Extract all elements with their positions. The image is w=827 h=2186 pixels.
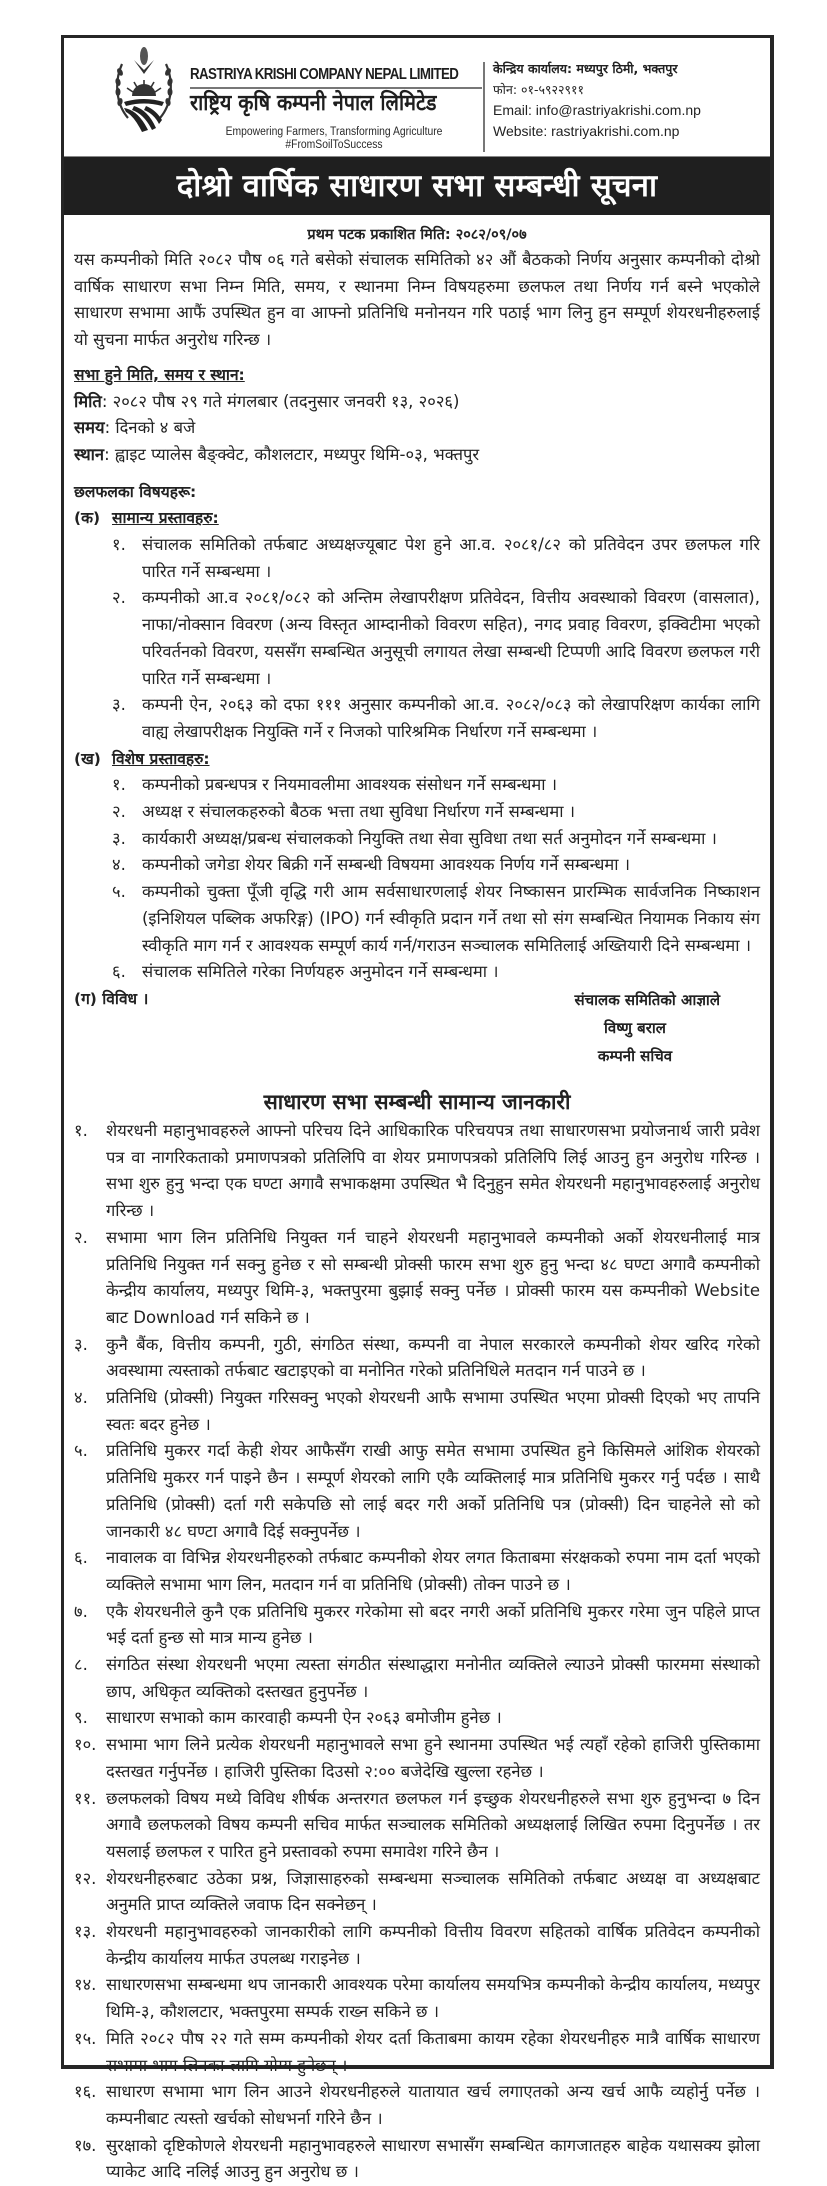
item-text: कम्पनीको आ.व २०८१/०८२ को अन्तिम लेखापरीक्षण प्रतिवेदन, वित्तीय अवस्थाको विवरण (वासलात), नाफा/नोक्सान विवरण (अन्य विस्तृत आम्दानीको विवरण सहित), नगद प्रवाह विवरण, इक्विटीमा भएको परिवर्तनको विवरण, यससँग सम्बन्धित अनुसूची लगायत लेखा सम्बन्धी टिप्पणी आदि विवरण छलफल गरी पारित गर्ने सम्बन्धमा । [142,588,760,688]
list-item [112,532,760,585]
item-text: साधारणसभा सम्बन्धमा थप जानकारी आवश्यक परेमा कार्यालय समयभित्र कम्पनीको केन्द्रीय कार्यालय, मध्यपुर थिमि-३, कौशलटार, भक्तपुरमा सम्पर्क राख्न सकिने छ । [106,1975,760,2022]
item-number: ५. [112,882,126,902]
list-item [112,585,760,692]
item-number: २. [74,1227,88,1247]
general-info-list [74,1118,760,2186]
item-text: कम्पनीको जगेडा शेयर बिक्री गर्ने सम्बन्धी विषयमा आवश्यक निर्णय गर्ने सम्बन्धमा । [142,855,630,875]
signatory-name: विष्णु बराल [604,1018,666,1037]
item-text: कम्पनीको प्रबन्धपत्र र नियमावलीमा आवश्यक संसोधन गर्ने सम्बन्धमा । [142,775,557,795]
item-number: ५. [74,1441,88,1461]
item-number: १४. [74,1975,97,1995]
meeting-venue-label: स्थान [74,444,105,464]
list-item [74,1332,760,1385]
tagline-block [199,126,469,152]
item-text: अध्यक्ष र संचालकहरुको बैठक भत्ता तथा सुविधा निर्धारण गर्ने सम्बन्धमा । [142,802,575,822]
group-title: सामान्य प्रस्तावहरु: [112,509,219,528]
group-label: (ख) [74,749,101,768]
meeting-time-value: : दिनको ४ बजे [104,418,196,438]
item-number: १५. [74,2028,97,2048]
list-item [74,1118,760,1225]
intro-paragraph: यस कम्पनीको मिति २०८२ पौष ०६ गते बसेको संचालक समितिको ४२ औं बैठकको निर्णय अनुसार कम्पनीको दोश्रो वार्षिक साधारण सभा निम्न मिति, समय, र स्थानमा निम्न विषयहरुमा छलफल तथा निर्णय गर्न बस्ने भएकोले साधारण सभामा आफैं उपस्थित हुन वा आफ्नो प्रतिनिधि मनोनयन गरि पठाई भाग लिनु हुन सम्पूर्ण शेयरधनीहरुलाई यो सुचना मार्फत अनुरोध गरिन्छ । [74,250,760,350]
item-text: सभामा भाग लिन प्रतिनिधि नियुक्त गर्न चाहने शेयरधनी महानुभावले कम्पनीको अर्को शेयरधनीलाई मात्र प्रतिनिधि नियुक्त गर्न सक्नु हुनेछ र सो सम्बन्धी प्रोक्सी फारम सभा शुरु हुनु भन्दा ४८ घण्टा अगावै कम्पनीको केन्द्रीय कार्यालय, मध्यपुर थिमि-३, भक्तपुरमा बुझाई सक्नु पर्नेछ । प्रोक्सी फारम यस कम्पनीको Website बाट Download गर्न सकिने छ । [106,1227,760,1327]
item-number: १३. [74,1922,97,1942]
item-number: १२. [74,1868,97,1888]
misc-agenda: (ग) विविध । [74,989,149,1008]
item-number: ११. [74,1788,97,1808]
company-name-nepali: राष्ट्रिय कृषि कम्पनी नेपाल लिमिटेड [190,91,437,116]
first-published-date: प्रथम पटक प्रकाशित मिति: २०८२/०९/०७ [307,227,527,243]
list-item [74,2079,760,2132]
misc-and-signature [74,986,760,1082]
item-text: एकै शेयरधनीले कुनै एक प्रतिनिधि मुकरर गरेकोमा सो बदर नगरी अर्को प्रतिनिधि मुकरर गरेमा जुन पहिले प्राप्त भई दर्ता हुन्छ सो मात्र मान्य हुनेछ । [106,1601,760,1648]
list-item [112,692,760,745]
group-label: (क) [74,509,101,528]
item-text: कार्यकारी अध्यक्ष/प्रबन्ध संचालकको नियुक्ति तथा सेवा सुविधा तथा सर्त अनुमोदन गर्ने सम्बन्धमा । [142,828,717,848]
company-name-english: RASTRIYA KRISHI COMPANY NEPAL LIMITED [190,66,459,83]
notice-frame [61,35,774,2182]
item-number: १. [112,775,126,795]
item-number: १७. [74,2135,97,2155]
item-number: ३. [112,828,126,848]
item-text: संचालक समितिले गरेका निर्णयहरु अनुमोदन गर्ने सम्बन्धमा । [142,962,499,982]
list-item [112,852,760,879]
agenda-heading: छलफलका विषयहरू: [74,482,197,501]
list-item [74,1545,760,1598]
notice-title: दोश्रो वार्षिक साधारण सभा सम्बन्धी सूचना [64,157,770,215]
item-text: कुनै बैंक, वित्तीय कम्पनी, गुठी, संगठित संस्था, कम्पनी वा नेपाल सरकारले कम्पनीको शेयर खरिद गरेको अवस्थामा त्यस्ताको तर्फबाट खटाइएको वा मनोनित गरेको प्रतिनिधिले मतदान गर्न पाउने छ । [106,1334,760,1381]
special-proposals-list [112,772,760,986]
hashtag: #FromSoilToSuccess [285,139,383,151]
item-text: साधारण सभामा भाग लिन आउने शेयरधनीहरुले यातायात खर्च लगाएतको अन्य खर्च आफै व्यहोर्नु पर्नेछ । कम्पनीबाट त्यस्तो खर्चको सोधभर्ना गरिने छैन । [106,2082,760,2128]
list-item [74,1599,760,1652]
group-title: विशेष प्रस्तावहरु: [112,749,210,768]
item-number: १६. [74,2082,97,2102]
list-item [112,772,760,799]
list-item [74,1732,760,1785]
item-number: १. [112,535,126,555]
list-item [74,1225,760,1332]
item-number: ३. [74,1334,88,1354]
item-number: २. [112,802,126,822]
meeting-time [74,415,760,442]
brand-block [190,66,480,117]
item-text: कम्पनीको चुक्ता पूँजी वृद्धि गरी आम सर्वसाधारणलाई शेयर निष्कासन प्रारम्भिक सार्वजनिक निष्काशन (इनिशियल पब्लिक अफरिङ्ग) (IPO) गर्न स्वीकृति प्रदान गर्ने तथा सो संग सम्बन्धित नियामक निकाय संग स्वीकृति माग गर्न र आवश्यक सम्पूर्ण कार्य गर्न/गराउन सञ्चालक समितिलाई अख्तियारी दिने सम्बन्धमा । [142,882,760,955]
meeting-date-label: मिति [74,391,102,411]
header-divider [483,62,485,152]
general-proposals-list [112,532,760,746]
item-text: सुरक्षाको दृष्टिकोणले शेयरधनी महानुभावहरुले साधारण सभासँग सम्बन्धित कागजातहरु बाहेक यथासक्य झोला प्याकेट आदि नलिई आउनु हुन अनुरोध छ । [106,2135,760,2182]
meeting-date-value: : २०८२ पौष २९ गते मंगलबार (तदनुसार जनवरी १३, २०२६) [101,391,460,411]
list-item [112,959,760,986]
list-item [112,826,760,853]
tagline: Empowering Farmers, Transforming Agriculture [225,126,443,138]
item-text: संगठित संस्था शेयरधनी भएमा त्यस्ता संगठीत संस्थाद्धारा मनोनीत व्यक्तिले ल्याउने प्रोक्सी फारममा संस्थाको छाप, अधिकृत व्यक्तिको दस्तखत हुनुपर्नेछ । [106,1655,760,1701]
item-number: ६. [74,1548,88,1568]
item-text: छलफलको विषय मध्ये विविध शीर्षक अन्तरगत छलफल गर्न इच्छुक शेयरधनीहरुले सभा शुरु हुनुभन्दा ७ दिन अगावै छलफलको विषय कम्पनी सचिव मार्फत सञ्चालक समितिको अध्यक्षलाई लिखित रुपमा दिनुपर्नेछ । तर यसलाई छलफल र पारित हुने प्रस्तावको रुपमा समावेश गरिने छैन । [106,1788,760,1861]
item-text: शेयरधनी महानुभावहरुले आफ्नो परिचय दिने आधिकारिक परिचयपत्र तथा साधारणसभा प्रयोजनार्थ जारी प्रवेश पत्र वा नागरिकताको प्रमाणपत्रको प्रतिलिपि वा शेयर प्रमाणपत्रको प्रतिलिपि लिई आउनु हुन अनुरोध गरिन्छ । सभा शुरु हुनु भन्दा एक घण्टा अगावै सभाकक्षमा उपस्थित भै दिनुहुन समेत शेयरधनी महानुभावहरुलाई अनुरोध गरिन्छ । [106,1120,760,1221]
list-item [74,1786,760,1866]
meeting-venue [74,442,760,469]
meeting-date [74,389,760,416]
item-text: कम्पनी ऐन, २०६३ को दफा १११ अनुसार कम्पनीको आ.व. २०८२/०८३ को लेखापरिक्षण कार्यका लागि वाह्य लेखापरीक्षक नियुक्ति गर्ने र निजको पारिश्रमिक निर्धारण गर्ने सम्बन्धमा । [142,695,760,741]
agriculture-emblem-icon [112,44,176,136]
item-text: नावालक वा विभिन्न शेयरधनीहरुको तर्फबाट कम्पनीको शेयर लगत किताबमा संरक्षकको रुपमा नाम दर्ता भएको व्यक्तिले सभामा भाग लिन, मतदान गर्न वा प्रतिनिधि (प्रोक्सी) तोक्न पाउने छ । [106,1548,760,1594]
item-number: ३. [112,695,126,715]
item-number: ६. [112,962,126,982]
contact-block [493,58,763,142]
item-number: १०. [74,1735,97,1755]
meeting-venue-value: : ह्वाइट प्यालेस बैङ्क्वेट, कौशलटार, मध्यपुर थिमि-०३, भक्तपुर [104,444,480,464]
item-text: मिति २०८२ पौष २२ गते सम्म कम्पनीको शेयर दर्ता किताबमा कायम रहेका शेयरधनीहरु मात्रै वार्षिक साधारण सभामा भाग लिनका लागि योग्य हुनेछन् । [106,2028,760,2075]
general-proposals-heading [74,505,760,532]
list-item [74,1919,760,1972]
item-text: प्रतिनिधि मुकरर गर्दा केही शेयर आफैसँग राखी आफु समेत सभामा उपस्थित हुने किसिमले आंशिक शेयरको प्रतिनिधि मुकरर गर्न पाइने छैन । सम्पूर्ण शेयरको लागि एकै व्यक्तिलाई मात्र प्रतिनिधि मुकरर गर्नु पर्दछ । साथै प्रतिनिधि (प्रोक्सी) दर्ता गरी सकेपछि सो लाई बदर गरी अर्को प्रतिनिधि पत्र (प्रोक्सी) दिन चाहनेले सो को जानकारी ४८ घण्टा अगावै दिई सक्नुपर्नेछ । [106,1441,760,1541]
meeting-time-label: समय [74,418,105,438]
list-item [112,879,760,959]
meeting-details-heading: सभा हुने मिति, समय र स्थान: [74,365,245,384]
list-item [74,2026,760,2079]
item-number: ९. [74,1708,88,1728]
list-item [74,1866,760,1919]
item-number: १. [74,1120,88,1140]
website-address: Website: rastriyakrishi.com.np [493,123,680,139]
item-text: सभामा भाग लिने प्रत्येक शेयरधनी महानुभावले सभा हुने स्थानमा उपस्थित भई त्यहाँ रहेको हाजिरी पुस्तिकामा दस्तखत गर्नुपर्नेछ । हाजिरी पुस्तिका दिउसो २:०० बजेदेखि खुल्ला रहनेछ । [106,1735,760,1781]
item-text: साधारण सभाको काम कारवाही कम्पनी ऐन २०६३ बमोजीम हुनेछ । [106,1708,502,1728]
list-item [74,2133,760,2186]
phone-number: फोन: ०१-५९२२९११ [493,82,585,97]
item-number: २. [112,588,126,608]
item-text: प्रतिनिधि (प्रोक्सी) नियुक्त गरिसक्नु भएको शेयरधनी आफै सभामा उपस्थित भएमा प्रोक्सी दिएको भए तापनि स्वतः बदर हुनेछ । [106,1388,760,1434]
list-item [112,799,760,826]
item-number: ७. [74,1601,88,1621]
list-item [74,1385,760,1438]
special-proposals-heading [74,746,760,773]
signature-block [550,986,720,1070]
item-text: संचालक समितिको तर्फबाट अध्यक्षज्यूबाट पेश हुने आ.व. २०८१/८२ को प्रतिवेदन उपर छलफल गरि पारित गर्ने सम्बन्धमा । [142,535,760,581]
office-address: केन्द्रिय कार्यालय: मध्यपुर ठिमी, भक्तपुर [493,61,678,76]
list-item [74,1438,760,1545]
item-number: ४. [112,855,126,875]
item-number: ४. [74,1388,88,1408]
item-text: शेयरधनी महानुभावहरुको जानकारीको लागि कम्पनीको वित्तीय विवरण सहितको वार्षिक प्रतिवेदन कम्पनीको केन्द्रीय कार्यालय मार्फत उपलब्ध गराइनेछ । [106,1922,760,1968]
general-info-title: साधारण सभा सम्बन्धी सामान्य जानकारी [263,1089,571,1114]
brand-divider [190,87,482,89]
item-text: शेयरधनीहरुबाट उठेका प्रश्न, जिज्ञासाहरुको सम्बन्धमा सञ्चालक समितिको तर्फबाट अध्यक्ष वा अध्यक्षबाट अनुमति प्राप्त व्यक्तिले जवाफ दिन सक्नेछन् । [106,1868,760,1915]
letterhead [64,38,770,157]
item-number: ८. [74,1655,88,1675]
email-address: Email: info@rastriyakrishi.com.np [493,102,701,118]
list-item [74,1705,760,1732]
list-item [74,1972,760,2025]
signature-authority: संचालक समितिको आज्ञाले [574,990,720,1009]
signatory-designation: कम्पनी सचिव [597,1046,673,1065]
list-item [74,1652,760,1705]
notice-body [64,215,770,2186]
